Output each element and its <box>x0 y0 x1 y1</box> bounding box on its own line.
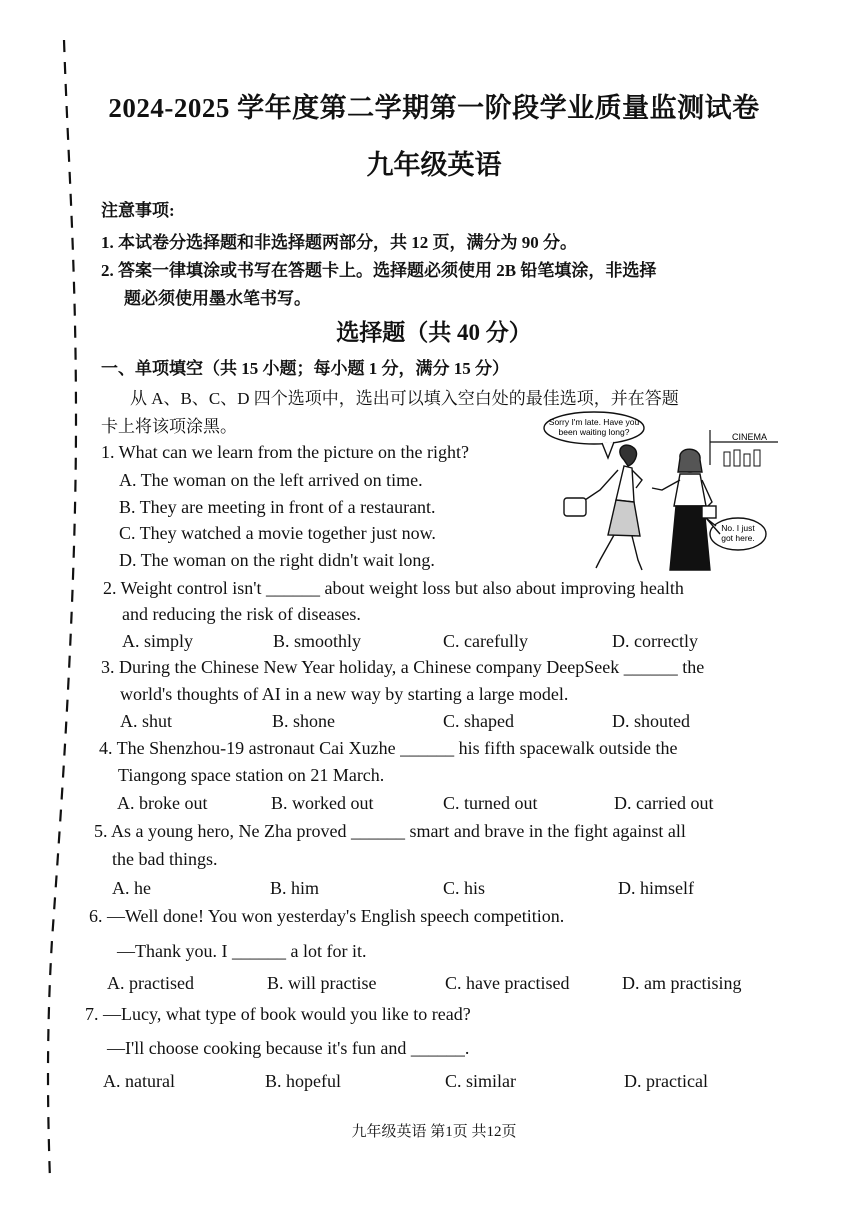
notice-item-2: 2. 答案一律填涂或书写在答题卡上。选择题必须使用 2B 铅笔填涂，非选择 <box>101 261 657 280</box>
question-5-option-a: A. he <box>112 878 151 898</box>
question-7-stem-cont: —I'll choose cooking because it's fun and ______. <box>107 1038 470 1058</box>
question-5-option-c: C. his <box>443 878 486 898</box>
notice-item-1: 1. 本试卷分选择题和非选择题两部分，共 12 页，满分为 90 分。 <box>101 233 577 252</box>
question-6-option-a: A. practised <box>107 973 194 993</box>
bubble-right-line-2: got here. <box>721 533 755 543</box>
question-4-option-d: D. carried out <box>614 793 714 813</box>
question-2-option-b: B. smoothly <box>273 631 362 651</box>
question-1-option-b: B. They are meeting in front of a restaurant. <box>119 497 436 517</box>
question-2-option-c: C. carefully <box>443 631 528 651</box>
question-4-stem-cont: Tiangong space station on 21 March. <box>118 765 385 785</box>
question-4-option-c: C. turned out <box>443 793 538 813</box>
page-footer: 九年级英语 第1页 共12页 <box>351 1124 517 1140</box>
section-title: 选择题（共 40 分） <box>336 320 532 345</box>
question-5-option-d: D. himself <box>618 878 694 898</box>
question-4-stem: 4. The Shenzhou-19 astronaut Cai Xuzhe ______ his fifth spacewalk outside the <box>99 738 678 758</box>
instruction-line-2: 卡上将该项涂黑。 <box>101 417 237 436</box>
question-5-option-b: B. him <box>270 878 320 898</box>
cinema-sign: CINEMA <box>732 432 768 442</box>
notice-heading: 注意事项: <box>101 201 175 220</box>
question-7-option-c: C. similar <box>445 1071 516 1091</box>
question-1-option-a: A. The woman on the left arrived on time. <box>119 470 423 490</box>
bubble-right-line-1: No. I just <box>721 523 755 533</box>
instruction-line-1: 从 A、B、C、D 四个选项中，选出可以填入空白处的最佳选项，并在答题 <box>130 389 679 408</box>
question-2-option-a: A. simply <box>122 631 194 651</box>
binding-margin-line <box>44 40 84 1180</box>
question-7-stem: 7. —Lucy, what type of book would you like to read? <box>85 1004 471 1024</box>
exam-subject: 九年级英语 <box>366 150 502 180</box>
part-heading: 一、单项填空（共 15 小题；每小题 1 分，满分 15 分） <box>101 359 509 378</box>
question-2-stem: 2. Weight control isn't ______ about weight loss but also about improving health <box>103 578 684 598</box>
question-3-stem: 3. During the Chinese New Year holiday, a Chinese company DeepSeek ______ the <box>101 657 705 677</box>
question-1-option-c: C. They watched a movie together just now. <box>119 523 436 543</box>
question-3-stem-cont: world's thoughts of AI in a new way by starting a large model. <box>120 684 569 704</box>
question-7-option-b: B. hopeful <box>265 1071 341 1091</box>
question-3-option-a: A. shut <box>120 711 173 731</box>
question-6-option-b: B. will practise <box>267 973 377 993</box>
bubble-left-line-1: Sorry I'm late. Have you <box>548 417 640 427</box>
bubble-left-line-2: been waiting long? <box>558 427 630 437</box>
question-7-option-d: D. practical <box>624 1071 708 1091</box>
question-6-stem: 6. —Well done! You won yesterday's English speech competition. <box>89 906 565 926</box>
question-3-option-b: B. shone <box>272 711 335 731</box>
question-3-option-c: C. shaped <box>443 711 514 731</box>
question-2-stem-cont: and reducing the risk of diseases. <box>122 604 361 624</box>
question-6-option-c: C. have practised <box>445 973 570 993</box>
question-3-option-d: D. shouted <box>612 711 690 731</box>
question-2-option-d: D. correctly <box>612 631 698 651</box>
question-5-stem: 5. As a young hero, Ne Zha proved ______ smart and brave in the fight against all <box>94 821 686 841</box>
question-1-stem: 1. What can we learn from the picture on the right? <box>101 442 470 462</box>
question-4-option-a: A. broke out <box>117 793 208 813</box>
question-7-option-a: A. natural <box>103 1071 175 1091</box>
question-6-stem-cont: —Thank you. I ______ a lot for it. <box>117 941 367 961</box>
question-1-option-d: D. The woman on the right didn't wait long. <box>119 550 435 570</box>
exam-title: 2024-2025 学年度第二学期第一阶段学业质量监测试卷 <box>108 93 760 123</box>
cartoon-illustration <box>542 410 782 580</box>
question-6-option-d: D. am practising <box>622 973 742 993</box>
notice-item-2-cont: 题必须使用墨水笔书写。 <box>124 289 311 308</box>
question-4-option-b: B. worked out <box>271 793 374 813</box>
question-5-stem-cont: the bad things. <box>112 849 218 869</box>
